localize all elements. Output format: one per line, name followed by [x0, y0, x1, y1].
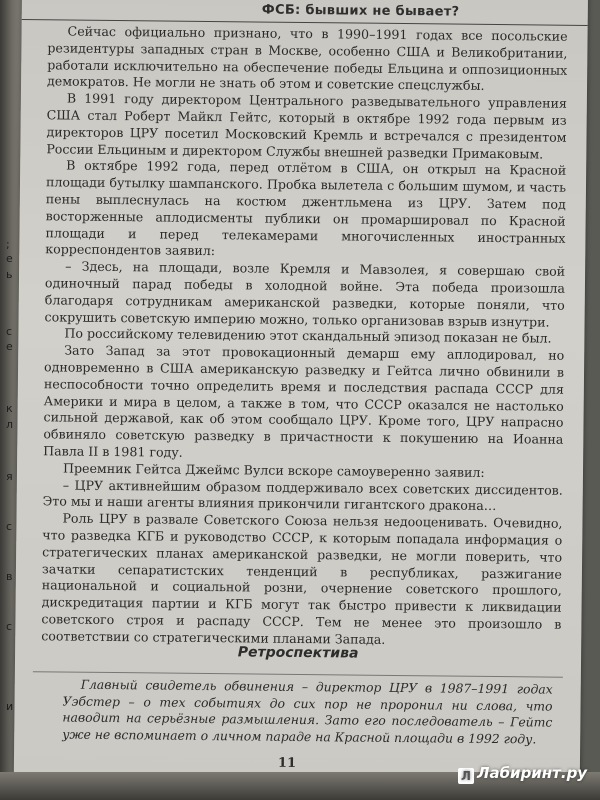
body-text: [41, 23, 567, 650]
margin-mark: и: [6, 700, 14, 713]
paragraph-quote: – Здесь, на площади, возле Кремля и Мавзолея, я совершаю свой одиночный парад победы в холодной войне. Эта победа произошла благодаря сотрудникам американской разведки, которые поняли, что сокрушить советскую империю можно, только организовав взрыв изнутри.: [44, 258, 566, 330]
paragraph: Зато Запад за этот провокационный демарш ему аплодировал, но одновременно в США американскую разведку и Гейтса лично обвинили в неспособности точно определить время и последствия распада СССР для Америки и мира в целом, а также в том, что СССР оказался не настолько сильной державой, как об этом сообщало ЦРУ. Кроме того, ЦРУ напрасно обвиняло советскую разведку в причастности к покушению на Иоанна Павла II в 1981 году.: [43, 342, 565, 460]
margin-mark: в: [6, 570, 13, 583]
paragraph: Преемник Гейтса Джеймс Вулси вскоре самоуверенно заявил:: [62, 460, 485, 480]
labirint-logo-icon: Л: [458, 768, 474, 784]
paragraph: Сейчас официально признано, что в 1990–1991 годах все посольские резидентуры западных стран в Москве, особенно США и Великобритании, работали исключительно на обеспечение победы Ельцина и оппозиционных демократов. Не могли не знать об этом и советские спецслужбы.: [46, 23, 568, 94]
paragraph: По российскому телевидению этот скандальный эпизод показан не был.: [64, 325, 552, 346]
watermark-text: Лабиринт.ру: [477, 764, 588, 782]
page-number: 11: [277, 755, 297, 771]
margin-mark: л: [6, 418, 14, 431]
running-head-title: ФСБ: бывших не бывает?: [261, 2, 460, 20]
margin-mark: я: [6, 470, 13, 483]
retrospective-text: Главный свидетель обвинения – директор ЦРУ в 1987–1991 годах Уэбстер – о тех событиях до сих пор не проронил ни слова, что наводит на серьёзные размышления. Зато его последователь – Гейтс уже не вспоминает о личном параде на Красной площади в 1992 году.: [62, 676, 553, 746]
paragraph-quote: – ЦРУ активнейшим образом поддерживало всех советских диссидентов. Это мы и наши агенты влияния прикончили гигантского дракона…: [42, 477, 563, 514]
margin-mark: ;: [6, 238, 10, 251]
margin-mark: к: [6, 402, 13, 415]
margin-mark: с: [6, 325, 13, 338]
margin-mark: е: [6, 252, 13, 265]
margin-mark: с: [6, 520, 13, 533]
running-head: [22, 0, 588, 26]
margin-mark: е: [6, 340, 13, 353]
section-heading: [15, 639, 581, 671]
watermark: [458, 764, 587, 784]
retrospective-box: [32, 671, 563, 754]
paragraph: В октябре 1992 года, перед отлётом в США, он открыл на Красной площади бутылку шампанского. Пробка вылетела с большим шумом, и часть пены выплеснулась на костюм джентльмена из ЦРУ. Затем под восторженные аплодисменты публики он промаршировал по Красной площади и перед телекамерами многочисленных иностранных корреспондентов заявил:: [45, 157, 567, 259]
paragraph: В 1991 году директором Центрального разведывательного управления США стал Роберт Майкл Гейтс, который в октябре 1992 года первым из директоров ЦРУ посетил Московский Кремль и встречался с президентом России Ельциным и директором Службы внешней разведки Примаковым.: [46, 90, 567, 162]
section-title: Ретроспектива: [237, 644, 359, 662]
margin-mark: ь: [6, 268, 13, 281]
paragraph: Роль ЦРУ в развале Советского Союза нельзя недооценивать. Очевидно, что разведка КГБ и руководство СССР, к которым попадала информация о стратегических планах американской разведки, не могли поверить, что зачатки сепаратистских тенденций в республиках, разжигание национальной и социальной розни, очернение советского прошлого, дискредитация партии и КГБ могут так быстро привести к ликвидации советского строя и распаду СССР. Тем не менее это произошло в соответствии со стратегическими планами Запада.: [41, 510, 563, 647]
book-page: [14, 0, 588, 787]
margin-mark: с: [6, 620, 13, 633]
